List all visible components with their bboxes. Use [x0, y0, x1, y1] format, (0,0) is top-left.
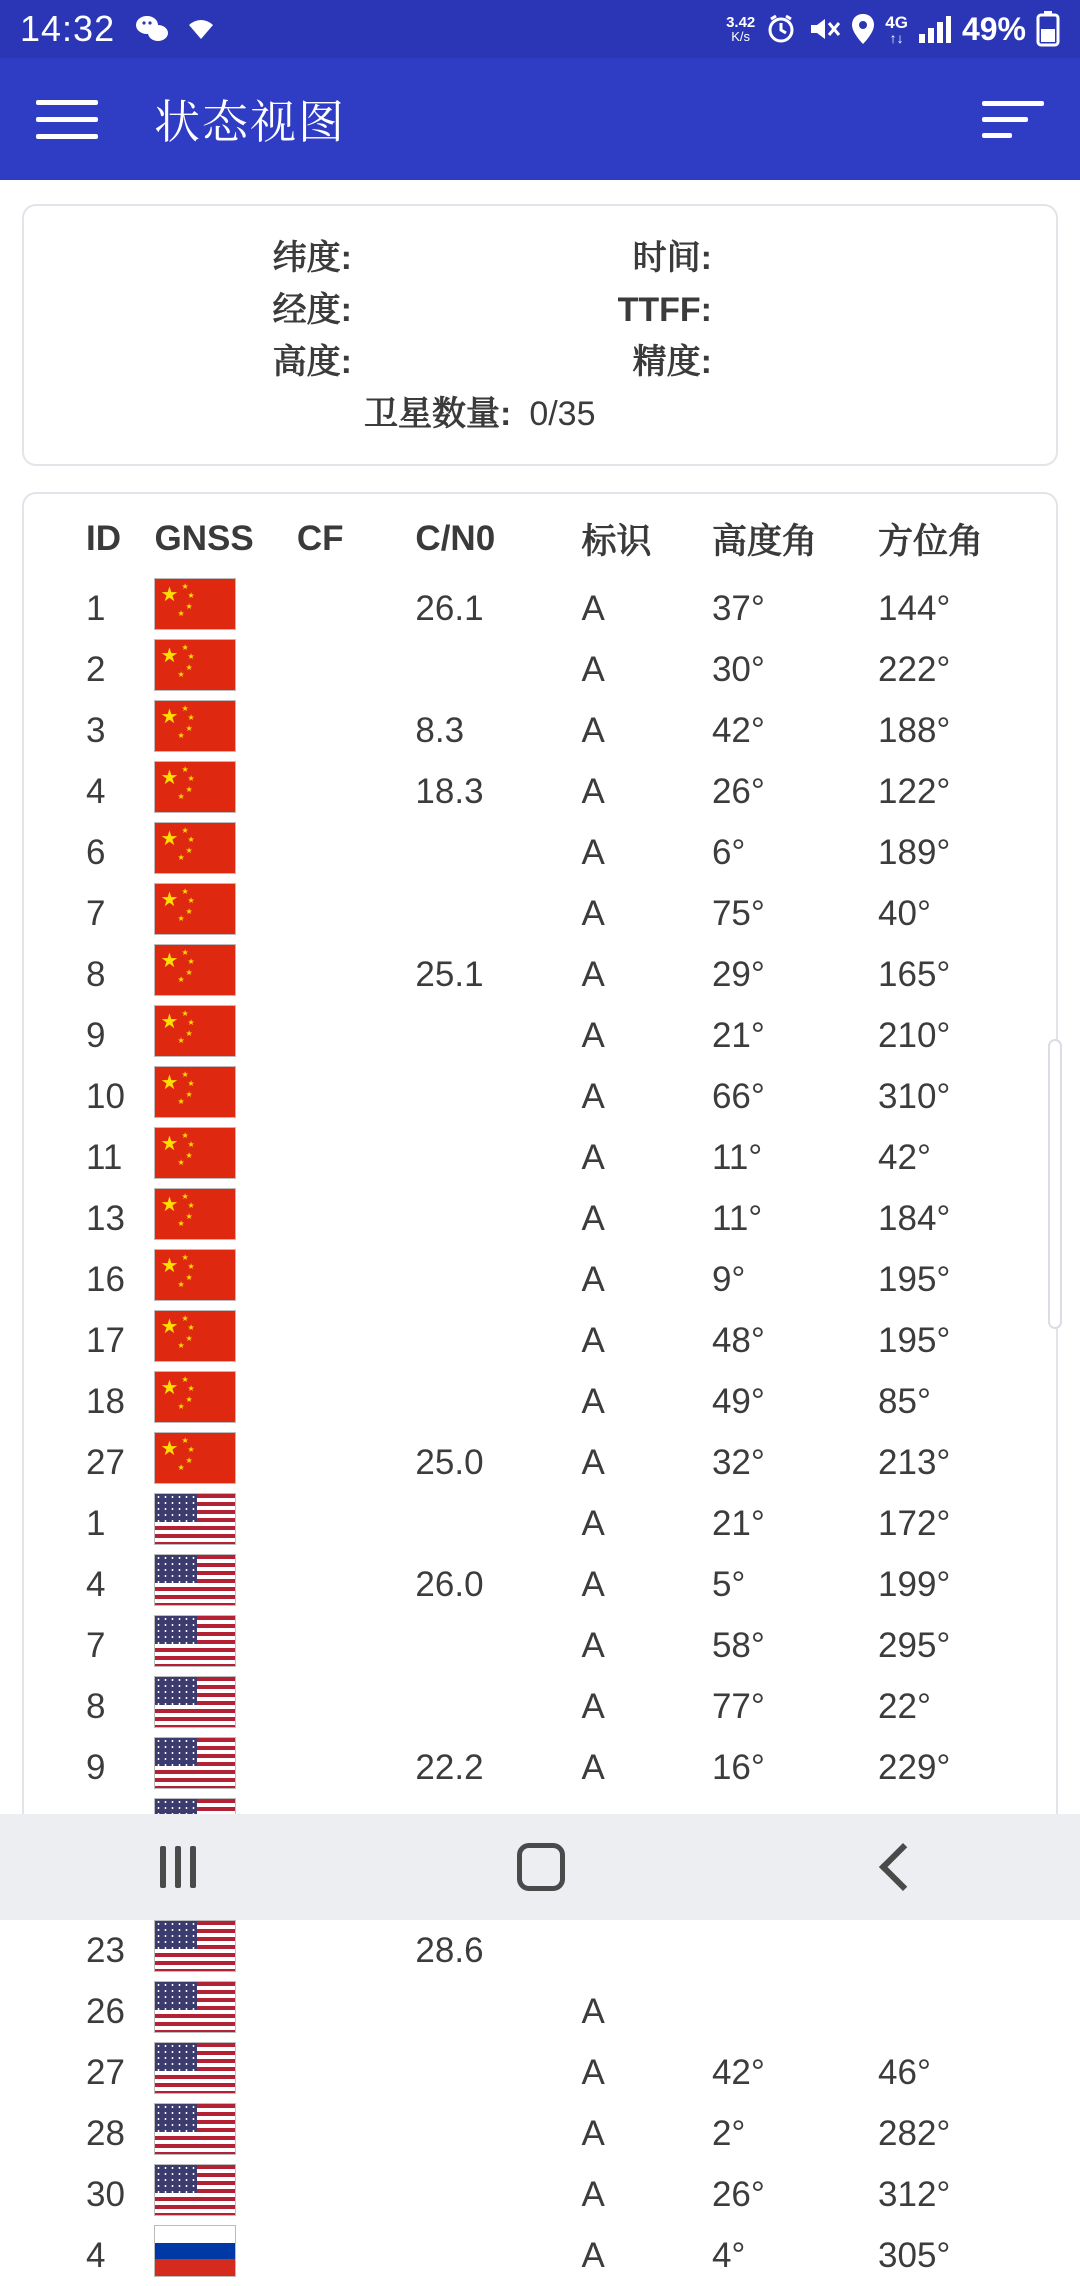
cell-cno	[415, 2042, 581, 2103]
cell-id: 9	[86, 1015, 106, 1055]
flag-china-icon: ★ ★ ★ ★ ★	[154, 1310, 236, 1362]
flag-china-icon: ★ ★ ★ ★ ★	[154, 639, 236, 691]
flag-china-icon: ★ ★ ★ ★ ★	[154, 1249, 236, 1301]
watermark	[0, 1897, 1080, 1914]
cell-cno	[415, 2164, 581, 2225]
altitude-label: 高度:	[272, 343, 352, 381]
cell-elevation	[712, 1920, 878, 1981]
cell-id: 3	[86, 710, 106, 750]
table-row[interactable]	[24, 1920, 1056, 1981]
cell-flag: A	[581, 2052, 605, 2092]
cell-cf	[297, 1554, 416, 1615]
table-row[interactable]	[24, 1188, 1056, 1249]
cell-elevation: 16°	[711, 1747, 765, 1787]
cell-id: 26	[86, 1991, 125, 2031]
table-row[interactable]	[24, 822, 1056, 883]
cell-azimuth: 195°	[878, 1259, 951, 1299]
cell-gnss	[154, 2042, 296, 2103]
cell-gnss	[154, 1493, 296, 1554]
flag-china-icon: ★ ★ ★ ★ ★	[154, 822, 236, 874]
cell-azimuth: 210°	[878, 1015, 951, 1055]
header-flag: 标识	[581, 522, 652, 561]
cell-cno	[415, 639, 581, 700]
cell-cno: 18.3	[415, 771, 484, 811]
cell-gnss	[154, 639, 296, 700]
flag-usa-icon	[154, 1554, 236, 1606]
cell-gnss	[154, 1554, 296, 1615]
cell-cno	[415, 822, 581, 883]
cell-flag: A	[581, 771, 605, 811]
table-row[interactable]	[24, 639, 1056, 700]
info-row	[34, 282, 1046, 334]
status-bar	[0, 0, 1080, 58]
cell-flag: A	[581, 1381, 605, 1421]
wifi-icon	[183, 15, 219, 43]
cell-cno	[415, 1249, 581, 1310]
cell-cno: 25.0	[415, 1442, 484, 1482]
flag-china-icon: ★ ★ ★ ★ ★	[154, 1005, 236, 1057]
cell-cf	[297, 1066, 416, 1127]
cell-gnss	[154, 1249, 296, 1310]
table-row[interactable]	[24, 1554, 1056, 1615]
cell-gnss	[154, 578, 296, 639]
cell-cno	[415, 1127, 581, 1188]
cell-azimuth: 40°	[878, 893, 931, 933]
cell-cno: 25.1	[415, 954, 484, 994]
flag-china-icon: ★ ★ ★ ★ ★	[154, 883, 236, 935]
cell-cno: 22.2	[415, 1747, 484, 1787]
cell-cf	[297, 1371, 416, 1432]
header-gnss: GNSS	[154, 519, 254, 558]
header-id: ID	[86, 519, 121, 558]
cell-azimuth: 282°	[878, 2113, 951, 2153]
cell-flag: A	[581, 1625, 605, 1665]
cell-elevation: 77°	[711, 1686, 765, 1726]
cell-azimuth: 46°	[878, 2052, 931, 2092]
cell-cno	[415, 1981, 581, 2042]
table-header-row	[24, 494, 1056, 578]
cell-azimuth: 22°	[878, 1686, 931, 1726]
cell-id: 1	[86, 1503, 106, 1543]
cell-elevation: 42°	[711, 2052, 765, 2092]
cell-elevation	[712, 1981, 878, 2042]
cell-elevation: 5°	[711, 1564, 746, 1604]
header-elevation: 高度角	[711, 522, 817, 561]
table-row[interactable]	[24, 883, 1056, 944]
cell-elevation: 48°	[711, 1320, 765, 1360]
cell-flag: A	[581, 1686, 605, 1726]
latitude-label: 纬度:	[272, 239, 352, 277]
cell-cf	[297, 761, 416, 822]
cell-flag: A	[581, 1991, 605, 2031]
cell-cf	[297, 1981, 416, 2042]
cell-gnss	[154, 2225, 296, 2286]
header-cno: C/N0	[415, 519, 496, 558]
cell-cf	[297, 1005, 416, 1066]
flag-china-icon: ★ ★ ★ ★ ★	[154, 944, 236, 996]
cell-cf	[297, 1920, 416, 1981]
cell-cf	[297, 2225, 416, 2286]
cell-id: 8	[86, 954, 106, 994]
cell-id: 8	[86, 1686, 106, 1726]
cell-flag: A	[581, 2235, 605, 2275]
cell-cno	[415, 1493, 581, 1554]
cell-id: 6	[86, 832, 106, 872]
cell-elevation: 21°	[711, 1015, 765, 1055]
cell-id: 13	[86, 1198, 125, 1238]
cell-flag: A	[581, 649, 605, 689]
cell-flag: A	[581, 2174, 605, 2214]
cell-elevation: 30°	[711, 649, 765, 689]
cell-azimuth: 229°	[878, 1747, 951, 1787]
cell-elevation: 42°	[711, 710, 765, 750]
cell-cno	[415, 1615, 581, 1676]
flag-russia-icon	[154, 2225, 236, 2277]
table-row[interactable]	[24, 1676, 1056, 1737]
cell-flag: A	[581, 832, 605, 872]
cell-id: 7	[86, 1625, 106, 1665]
mute-icon	[807, 14, 841, 44]
cell-cf	[297, 1493, 416, 1554]
cell-id: 7	[86, 893, 106, 933]
cell-azimuth: 312°	[878, 2174, 951, 2214]
cell-flag: A	[581, 1503, 605, 1543]
satellite-count-label: 卫星数量:	[364, 395, 512, 433]
cell-elevation: 11°	[711, 1137, 763, 1177]
satellite-count-row	[34, 386, 1046, 438]
cell-azimuth: 122°	[878, 771, 951, 811]
table-row[interactable]	[24, 700, 1056, 761]
table-row[interactable]	[24, 1737, 1056, 1798]
cell-cf	[297, 1188, 416, 1249]
cell-azimuth	[878, 1920, 1056, 1981]
cell-elevation: 37°	[711, 588, 765, 628]
cell-id: 23	[86, 1930, 125, 1970]
table-row[interactable]	[24, 1615, 1056, 1676]
flag-china-icon: ★ ★ ★ ★ ★	[154, 1127, 236, 1179]
cell-gnss	[154, 1981, 296, 2042]
table-row[interactable]	[24, 1066, 1056, 1127]
cell-flag: A	[581, 1747, 605, 1787]
cell-elevation: 32°	[711, 1442, 765, 1482]
cell-flag: A	[581, 1137, 605, 1177]
cell-azimuth: 195°	[878, 1320, 951, 1360]
cell-gnss	[154, 1432, 296, 1493]
cell-cno	[415, 2103, 581, 2164]
cell-gnss	[154, 883, 296, 944]
cell-elevation: 21°	[711, 1503, 765, 1543]
cell-azimuth: 85°	[878, 1381, 931, 1421]
cell-elevation: 11°	[711, 1198, 763, 1238]
cell-cf	[297, 2164, 416, 2225]
cell-elevation: 6°	[711, 832, 746, 872]
flag-china-icon: ★ ★ ★ ★ ★	[154, 1432, 236, 1484]
cell-cf	[297, 1249, 416, 1310]
table-row[interactable]	[24, 2042, 1056, 2103]
table-scrollbar[interactable]	[1048, 1039, 1062, 1329]
flag-usa-icon	[154, 1981, 236, 2033]
header-azimuth: 方位角	[878, 522, 984, 561]
cell-elevation: 26°	[711, 2174, 765, 2214]
cell-elevation: 26°	[711, 771, 765, 811]
flag-china-icon: ★ ★ ★ ★ ★	[154, 1371, 236, 1423]
signal-4g-icon: 4G ↑↓	[885, 12, 908, 46]
cell-cf	[297, 883, 416, 944]
cell-azimuth: 213°	[878, 1442, 951, 1482]
cell-azimuth: 172°	[878, 1503, 951, 1543]
cell-gnss	[154, 700, 296, 761]
back-icon[interactable]	[879, 1843, 927, 1891]
cell-azimuth: 42°	[878, 1137, 931, 1177]
cell-gnss	[154, 2164, 296, 2225]
cell-gnss	[154, 1127, 296, 1188]
table-row[interactable]	[24, 1127, 1056, 1188]
cell-flag: A	[581, 1442, 605, 1482]
flag-usa-icon	[154, 1920, 236, 1972]
cell-gnss	[154, 1005, 296, 1066]
satellite-table	[24, 494, 1056, 2286]
flag-china-icon: ★ ★ ★ ★ ★	[154, 1188, 236, 1240]
cell-cf	[297, 1432, 416, 1493]
status-left-icons	[135, 14, 219, 44]
table-row[interactable]	[24, 2103, 1056, 2164]
cell-cno	[415, 1188, 581, 1249]
ttff-label: TTFF:	[617, 291, 712, 329]
cell-elevation: 29°	[711, 954, 765, 994]
cell-elevation: 49°	[711, 1381, 765, 1421]
info-row	[34, 334, 1046, 386]
recent-apps-icon[interactable]	[160, 1846, 196, 1888]
cell-cno	[415, 1066, 581, 1127]
cell-flag: A	[581, 1320, 605, 1360]
table-row[interactable]	[24, 2164, 1056, 2225]
accuracy-label: 精度:	[632, 343, 712, 381]
cell-azimuth: 165°	[878, 954, 951, 994]
cell-id: 1	[86, 588, 106, 628]
cell-gnss	[154, 1188, 296, 1249]
cell-azimuth: 189°	[878, 832, 951, 872]
cell-id: 30	[86, 2174, 125, 2214]
table-row[interactable]	[24, 1432, 1056, 1493]
cell-flag: A	[581, 954, 605, 994]
hamburger-icon[interactable]	[36, 100, 98, 139]
cell-flag: A	[581, 1076, 605, 1116]
app-bar	[0, 58, 1080, 180]
cell-elevation: 9°	[711, 1259, 746, 1299]
cell-gnss	[154, 1615, 296, 1676]
flag-china-icon: ★ ★ ★ ★ ★	[154, 700, 236, 752]
cell-cno: 26.1	[415, 588, 484, 628]
cell-gnss	[154, 1920, 296, 1981]
cell-gnss	[154, 944, 296, 1005]
cell-gnss	[154, 822, 296, 883]
cell-cno	[415, 2225, 581, 2286]
cell-elevation: 75°	[711, 893, 765, 933]
cell-azimuth	[878, 1981, 1056, 2042]
cell-elevation: 4°	[711, 2235, 746, 2275]
cell-cf	[297, 2042, 416, 2103]
table-row[interactable]	[24, 1371, 1056, 1432]
battery-icon	[1036, 11, 1060, 47]
table-body	[24, 578, 1056, 2286]
page-title: 状态视图	[154, 96, 346, 148]
cell-id: 16	[86, 1259, 125, 1299]
cell-cno	[415, 1676, 581, 1737]
flag-china-icon: ★ ★ ★ ★ ★	[154, 761, 236, 813]
battery-percent: 49%	[961, 10, 1026, 47]
time-label: 时间:	[632, 239, 712, 277]
cell-azimuth: 188°	[878, 710, 951, 750]
cell-flag: A	[581, 893, 605, 933]
flag-usa-icon	[154, 1676, 236, 1728]
cell-id: 4	[86, 771, 106, 811]
cell-azimuth: 295°	[878, 1625, 951, 1665]
cell-cno	[415, 883, 581, 944]
status-clock: 14:32	[20, 8, 116, 49]
header-cf: CF	[296, 519, 344, 558]
wechat-icon	[135, 14, 169, 44]
cell-flag: A	[581, 710, 605, 750]
cell-azimuth: 184°	[878, 1198, 951, 1238]
cell-id: 9	[86, 1747, 106, 1787]
cell-cf	[297, 944, 416, 1005]
cell-cf	[297, 1676, 416, 1737]
cell-gnss	[154, 1676, 296, 1737]
flag-usa-icon	[154, 2042, 236, 2094]
table-row[interactable]	[24, 1249, 1056, 1310]
flag-usa-icon	[154, 2103, 236, 2155]
cell-flag: A	[581, 1564, 605, 1604]
table-row[interactable]	[24, 944, 1056, 1005]
cell-cf	[297, 1615, 416, 1676]
cell-id: 27	[86, 2052, 125, 2092]
cell-azimuth: 305°	[878, 2235, 951, 2275]
table-row[interactable]	[24, 1981, 1056, 2042]
table-row[interactable]	[24, 761, 1056, 822]
cell-cf	[297, 1737, 416, 1798]
sort-icon[interactable]	[982, 101, 1044, 138]
cell-azimuth: 310°	[878, 1076, 951, 1116]
info-card	[22, 204, 1058, 466]
cell-id: 11	[86, 1137, 123, 1177]
table-row[interactable]	[24, 1005, 1056, 1066]
cell-id: 4	[86, 1564, 106, 1604]
cell-cno	[415, 1005, 581, 1066]
cell-cf	[297, 822, 416, 883]
cell-cf	[297, 578, 416, 639]
table-row[interactable]	[24, 578, 1056, 639]
cell-gnss	[154, 761, 296, 822]
cell-cno	[415, 1371, 581, 1432]
cell-elevation: 66°	[711, 1076, 765, 1116]
cell-flag: A	[581, 588, 605, 628]
info-row	[34, 230, 1046, 282]
cell-gnss	[154, 1066, 296, 1127]
status-right-icons	[726, 11, 1060, 48]
home-icon[interactable]	[517, 1843, 565, 1891]
table-row[interactable]	[24, 2225, 1056, 2286]
cell-cf	[297, 1127, 416, 1188]
cell-cno	[415, 1310, 581, 1371]
table-row[interactable]	[24, 1310, 1056, 1371]
flag-usa-icon	[154, 1737, 236, 1789]
cell-flag: A	[581, 1198, 605, 1238]
cell-azimuth: 222°	[878, 649, 951, 689]
cell-elevation: 2°	[711, 2113, 746, 2153]
cell-cno: 26.0	[415, 1564, 484, 1604]
cell-elevation: 58°	[711, 1625, 765, 1665]
cell-cf	[297, 639, 416, 700]
cell-gnss	[154, 2103, 296, 2164]
cell-id: 17	[86, 1320, 125, 1360]
cell-id: 18	[86, 1381, 125, 1421]
cell-gnss	[154, 1737, 296, 1798]
flag-usa-icon	[154, 1615, 236, 1667]
cell-id: 28	[86, 2113, 125, 2153]
cell-id: 27	[86, 1442, 125, 1482]
cell-cno: 28.6	[415, 1930, 484, 1970]
cell-cf	[297, 2103, 416, 2164]
cell-gnss	[154, 1371, 296, 1432]
cell-id: 2	[86, 649, 106, 689]
cell-azimuth: 144°	[878, 588, 951, 628]
cell-flag	[581, 1920, 711, 1981]
table-row[interactable]	[24, 1493, 1056, 1554]
flag-usa-icon	[154, 2164, 236, 2216]
cell-gnss	[154, 1310, 296, 1371]
cell-flag: A	[581, 1015, 605, 1055]
cell-flag: A	[581, 1259, 605, 1299]
cell-cf	[297, 700, 416, 761]
cell-cf	[297, 1310, 416, 1371]
location-icon	[851, 13, 875, 45]
longitude-label: 经度:	[272, 291, 352, 329]
signal-bars-icon	[918, 14, 952, 44]
cell-azimuth: 199°	[878, 1564, 951, 1604]
cell-id: 4	[86, 2235, 106, 2275]
flag-usa-icon	[154, 1493, 236, 1545]
flag-china-icon: ★ ★ ★ ★ ★	[154, 1066, 236, 1118]
alarm-icon	[765, 13, 797, 45]
cell-flag: A	[581, 2113, 605, 2153]
cell-cno: 8.3	[415, 710, 465, 750]
satellite-table-card[interactable]	[22, 492, 1058, 2275]
data-rate-indicator: 3.42 K/s	[726, 14, 756, 44]
flag-china-icon: ★ ★ ★ ★ ★	[154, 578, 236, 630]
cell-id: 10	[86, 1076, 125, 1116]
satellite-count-value: 0/35	[529, 395, 596, 433]
